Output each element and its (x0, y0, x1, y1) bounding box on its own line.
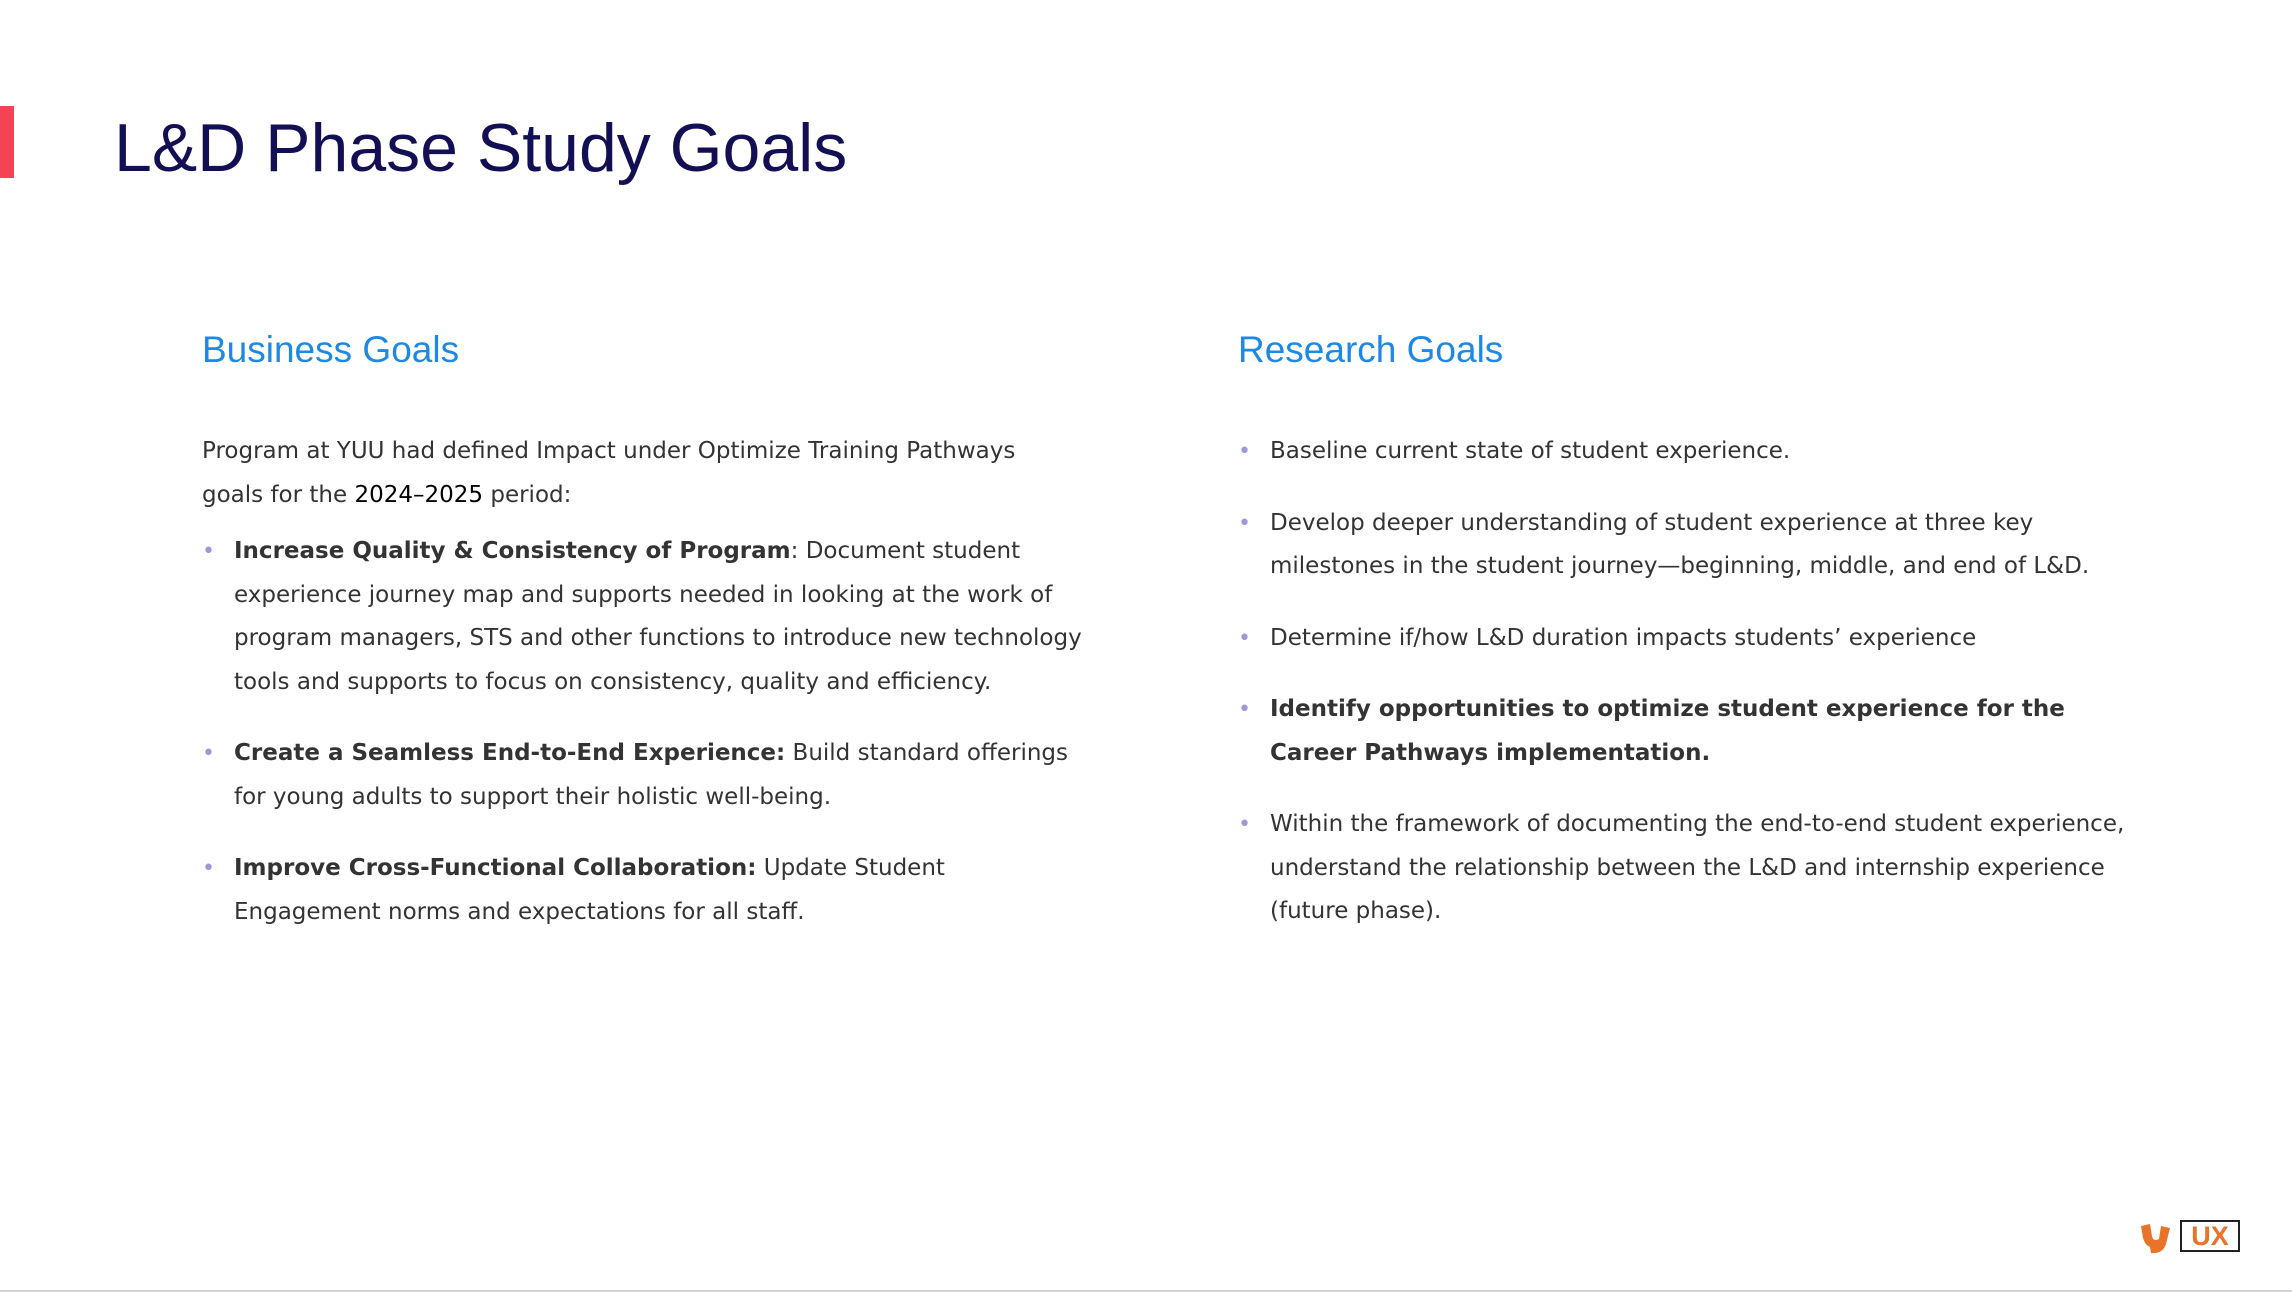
title-accent-bar (0, 106, 14, 178)
bullet-icon: • (1238, 812, 1251, 837)
list-item (202, 530, 1082, 704)
bullet-icon: • (1238, 439, 1251, 464)
intro-period: 2024–2025 (354, 481, 484, 508)
bullet-icon: • (202, 856, 215, 881)
goal-title: Improve Cross-Functional Collaboration: (234, 855, 757, 881)
goal-description: : Document student experience journey map and supports needed in looking at the work of program managers, STS and other functions to introduce new technology tools and supports to focus on consistency, quality and efficiency. (234, 538, 1082, 695)
business-goals-intro (202, 430, 1082, 517)
research-goal-text: Baseline current state of student experience. (1270, 438, 1791, 464)
bullet-icon: • (1238, 510, 1251, 536)
list-item (202, 847, 1082, 934)
research-goal-text: Develop deeper understanding of student experience at three key milestones in the student journey—beginning, middle, and end of L&D. (1270, 509, 2090, 579)
bullet-icon: • (1238, 697, 1251, 722)
list-item (202, 732, 1082, 819)
goal-title: Increase Quality & Consistency of Program (234, 538, 791, 564)
list-item (1238, 803, 2158, 934)
research-goals-heading: Research Goals (1238, 329, 1504, 370)
research-goal-text-bold: Identify opportunities to optimize student experience for the Career Pathways implementation. (1270, 696, 2065, 766)
business-goals-heading: Business Goals (202, 329, 460, 370)
brand-mark-icon (2138, 1220, 2172, 1256)
goal-description: Build standard offerings for young adults to support their holistic well-being. (234, 740, 1068, 810)
list-item (1238, 502, 2158, 589)
business-goals-list (202, 530, 1082, 962)
intro-text-start: Program at YUU had defined Impact under Optimize Training Pathways goals for the (202, 438, 1016, 508)
list-item (1238, 430, 2158, 474)
list-item (1238, 688, 2158, 775)
company-logo (2138, 1218, 2248, 1258)
bullet-icon: • (202, 741, 215, 766)
goal-title: Create a Seamless End-to-End Experience: (234, 740, 786, 766)
intro-text-end: period: (483, 481, 572, 508)
page-title: L&D Phase Study Goals (114, 110, 848, 186)
goal-description: Update Student Engagement norms and expectations for all staff. (234, 855, 945, 925)
bullet-icon: • (1238, 625, 1251, 651)
list-item (1238, 617, 2158, 661)
business-goals-section (202, 325, 1082, 925)
research-goal-text: Determine if/how L&D duration impacts students’ experience (1270, 624, 1977, 651)
research-goals-list (1238, 430, 2158, 962)
research-goal-text: Within the framework of documenting the end-to-end student experience, understand the relationship between the L&D and internship experience (future phase). (1270, 811, 2125, 924)
research-goals-section (1238, 325, 2158, 924)
bullet-icon: • (202, 539, 215, 564)
logo-ux-label: UX (2180, 1220, 2240, 1252)
